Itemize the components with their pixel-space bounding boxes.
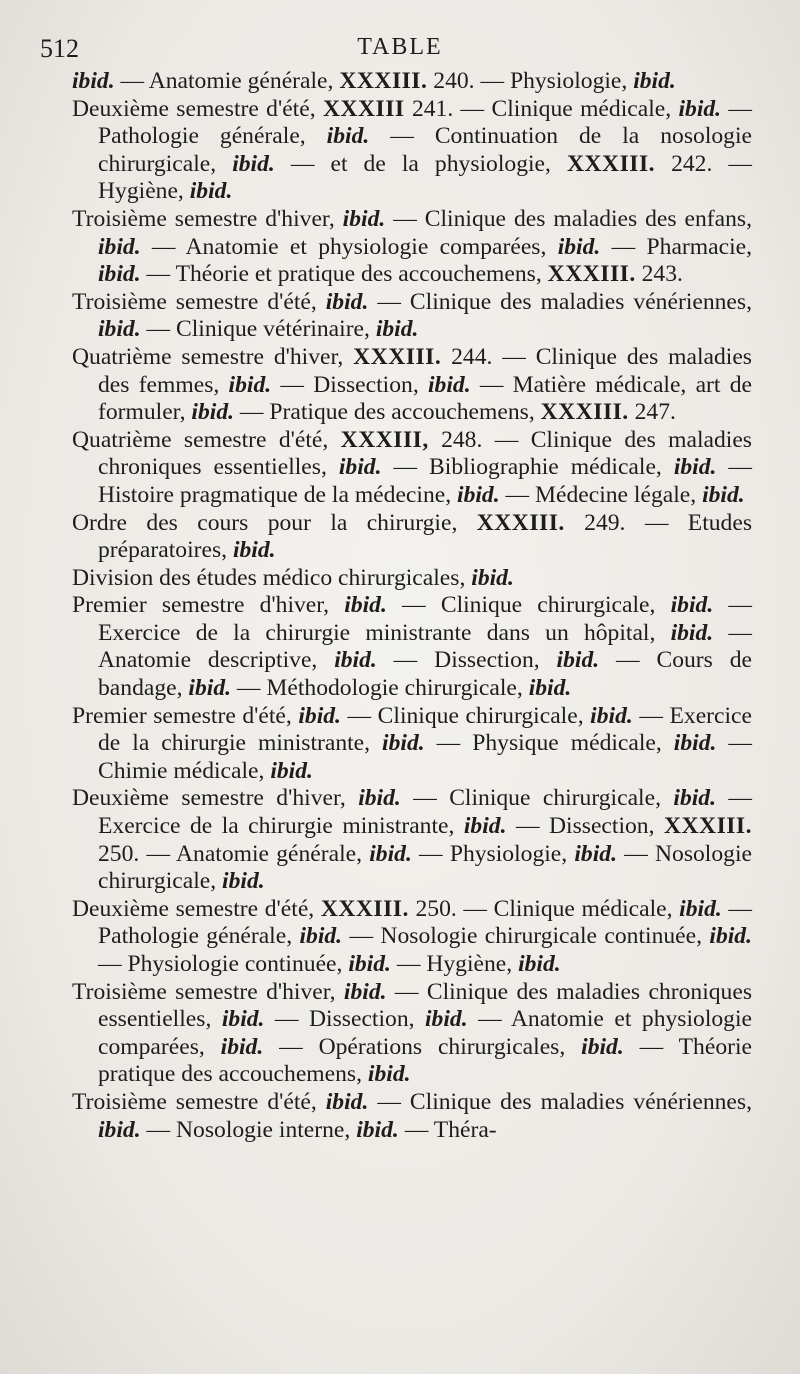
toc-entry: Troisième semestre d'hiver, ibid. — Clinique des maladies chroniques essentielles, ibid. — Dissection, ibid. — Anatomie et physiologie comparées, ibid. — Opérations chirurgicales, ibid. — Théorie pratique des accouchemens, ibid. bbox=[72, 978, 753, 1088]
toc-entry: ibid. — Anatomie générale, XXXIII. 240. — Physiologie, ibid. bbox=[72, 68, 676, 94]
toc-entry: Ordre des cours pour la chirurgie, XXXIII. 249. — Etudes préparatoires, ibid. bbox=[72, 509, 752, 564]
page-number: 512 bbox=[40, 34, 79, 63]
page-header bbox=[0, 34, 800, 68]
toc-entry: Premier semestre d'hiver, ibid. — Clinique chirurgicale, ibid. — Exercice de la chirurgie ministrante dans un hôpital, ibid. — Anatomie descriptive, ibid. — Dissection, ibid. — Cours de bandage, ibid. — Méthodologie chirurgicale, ibid. bbox=[72, 592, 752, 702]
toc-entry: Premier semestre d'été, ibid. — Clinique chirurgicale, ibid. — Exercice de la chirurgie ministrante, ibid. — Physique médicale, ibid. — Chimie médicale, ibid. bbox=[72, 702, 752, 784]
toc-entry: Deuxième semestre d'été, XXXIII. 250. — Clinique médicale, ibid. — Pathologie générale, ibid. — Nosologie chirurgicale continuée, ibid. — Physiologie continuée, ibid. — Hygiène, ibid. bbox=[72, 895, 752, 977]
toc-entry: Deuxième semestre d'été, XXXIII 241. — Clinique médicale, ibid. — Pathologie générale, ibid. — Continuation de la nosologie chirurgicale, ibid. — et de la physiologie, XXXIII. 242. — Hygiène, ibid. bbox=[72, 95, 753, 205]
table-of-contents bbox=[72, 68, 752, 1144]
toc-entry: Division des études médico chirurgicales, ibid. bbox=[72, 564, 514, 591]
toc-entry: Quatrième semestre d'été, XXXIII, 248. — Clinique des maladies chroniques essentielles, ibid. — Bibliographie médicale, ibid. — Histoire pragmatique de la médecine, ibid. — Médecine légale, ibid. bbox=[72, 426, 753, 508]
toc-entry: Troisième semestre d'été, ibid. — Clinique des maladies vénériennes, ibid. — Clinique vétérinaire, ibid. bbox=[72, 288, 752, 343]
toc-entry: Troisième semestre d'été, ibid. — Clinique des maladies vénériennes, ibid. — Nosologie interne, ibid. — Théra- bbox=[72, 1088, 752, 1143]
toc-entry: Quatrième semestre d'hiver, XXXIII. 244. — Clinique des maladies des femmes, ibid. — Dissection, ibid. — Matière médicale, art de formuler, ibid. — Pratique des accouchemens, XXXIII. 247. bbox=[72, 343, 752, 426]
toc-entry: Deuxième semestre d'hiver, ibid. — Clinique chirurgicale, ibid. — Exercice de la chirurgie ministrante, ibid. — Dissection, XXXIII. 250. — Anatomie générale, ibid. — Physiologie, ibid. — Nosologie chirurgicale, ibid. bbox=[72, 785, 753, 895]
running-head: TABLE bbox=[357, 34, 443, 60]
toc-entry: Troisième semestre d'hiver, ibid. — Clinique des maladies des enfans, ibid. — Anatomie et physiologie comparées, ibid. — Pharmacie, ibid. — Théorie et pratique des accouchemens, XXXIII. 243. bbox=[72, 205, 753, 288]
